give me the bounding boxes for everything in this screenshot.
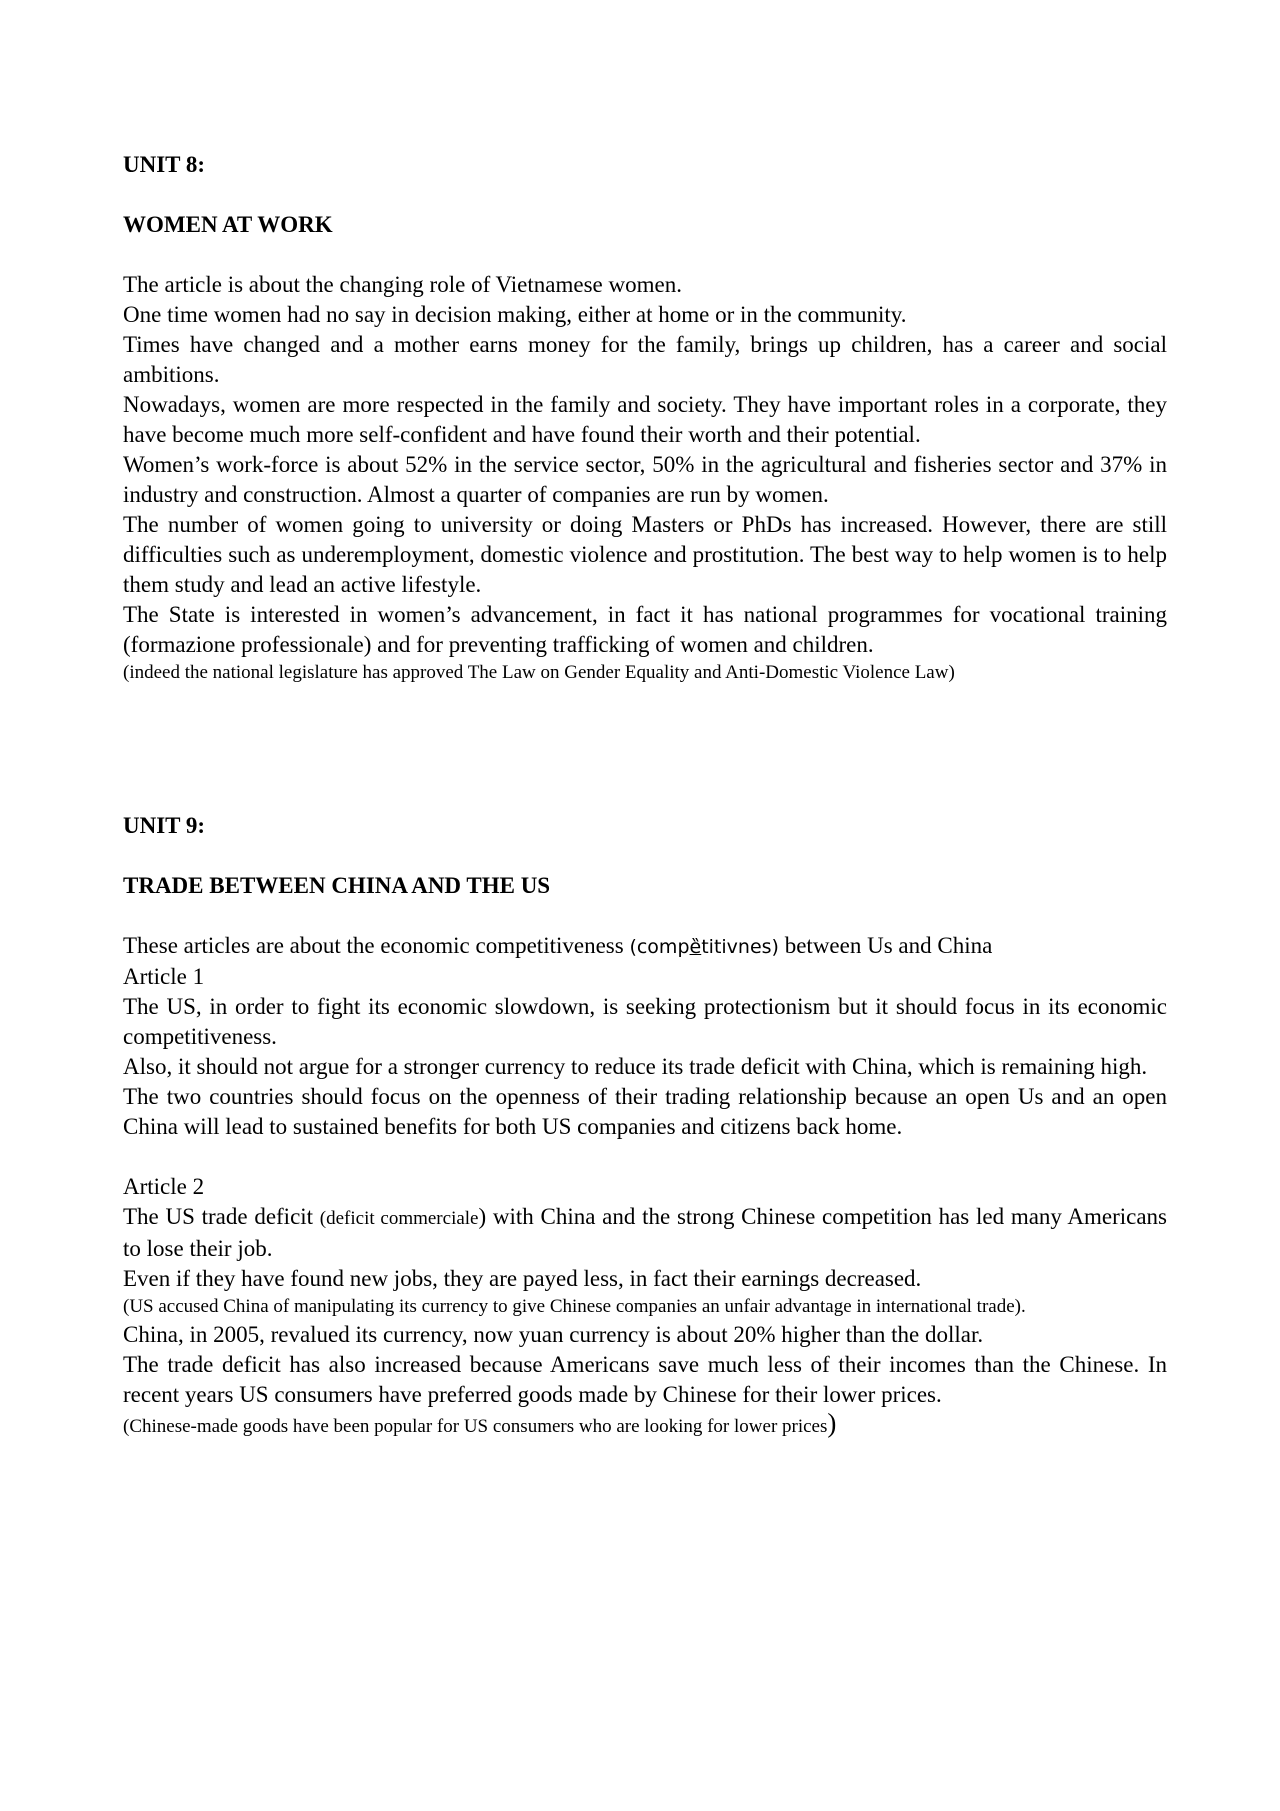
unit8-title: WOMEN AT WORK — [123, 212, 333, 237]
article2-note2-text: (Chinese-made goods have been popular for US consumers who are looking for lower prices — [123, 1416, 828, 1437]
pronunciation-part: titivnes) — [701, 936, 779, 958]
article2-p1-translation: (deficit commerciale — [319, 1208, 479, 1229]
unit9-label: UNIT 9: — [123, 813, 206, 838]
unit8-paragraph: Times have changed and a mother earns money for the family, brings up children, has a career and social ambitions. — [123, 332, 1167, 387]
article1-label: Article 1 — [123, 964, 205, 989]
article1-paragraph: Also, it should not argue for a stronger currency to reduce its trade deficit with China, which is remaining high. — [123, 1054, 1148, 1079]
article2-paragraph: The trade deficit has also increased because Americans save much less of their incomes than the Chinese. In recent years US consumers have preferred goods made by Chinese for their lower prices. — [123, 1352, 1167, 1407]
article2-paragraph: China, in 2005, revalued its currency, now yuan currency is about 20% higher than the dollar. — [123, 1322, 984, 1347]
unit8-paragraph: The State is interested in women’s advancement, in fact it has national programmes for vocational training (formazione professionale) and for preventing trafficking of women and children. — [123, 602, 1167, 657]
intro-text-after: between Us and China — [778, 933, 993, 958]
unit9-intro — [123, 931, 1167, 962]
article1-paragraph: The two countries should focus on the openness of their trading relationship because an open Us and an open China will lead to sustained benefits for both US companies and citizens back home. — [123, 1084, 1167, 1139]
unit8-paragraph: The article is about the changing role of Vietnamese women. — [123, 272, 682, 297]
article2-note — [123, 1410, 1167, 1440]
unit8-paragraph: Nowadays, women are more respected in the family and society. They have important roles in a corporate, they have become much more self-confident and have found their worth and their potential. — [123, 392, 1167, 447]
unit8-note: (indeed the national legislature has approved The Law on Gender Equality and Anti-Domestic Violence Law) — [123, 662, 955, 683]
article2-note: (US accused China of manipulating its currency to give Chinese companies an unfair advantage in international trade). — [123, 1296, 1026, 1317]
article1-paragraph: The US, in order to fight its economic slowdown, is seeking protectionism but it should focus in its economic competitiveness. — [123, 994, 1167, 1049]
pronunciation-stressed-vowel: ȅ — [689, 936, 702, 958]
unit8-label: UNIT 8: — [123, 152, 206, 177]
article2-p1-after: ) with China and the strong Chinese competition has led many Americans to lose their job. — [123, 1204, 1167, 1261]
pronunciation-note — [629, 936, 779, 958]
article2-p1-before: The US trade deficit — [123, 1204, 320, 1229]
article2-paragraph: Even if they have found new jobs, they are payed less, in fact their earnings decreased. — [123, 1266, 922, 1291]
unit9-title: TRADE BETWEEN CHINA AND THE US — [123, 873, 551, 898]
document-content — [123, 150, 1167, 1440]
unit8-paragraph: One time women had no say in decision making, either at home or in the community. — [123, 302, 907, 327]
article2-label: Article 2 — [123, 1174, 205, 1199]
unit8-paragraph: Women’s work-force is about 52% in the service sector, 50% in the agricultural and fisheries sector and 37% in industry and construction. Almost a quarter of companies are run by women. — [123, 452, 1167, 507]
pronunciation-part: (comp — [629, 936, 690, 958]
unit8-paragraph: The number of women going to university or doing Masters or PhDs has increased. However, there are still difficulties such as underemployment, domestic violence and prostitution. The best way to help women is to help them study and lead an active lifestyle. — [123, 512, 1167, 597]
article2-paragraph — [123, 1202, 1167, 1264]
article2-note2-close: ) — [827, 1408, 837, 1438]
intro-text-before: These articles are about the economic competitiveness — [123, 933, 630, 958]
